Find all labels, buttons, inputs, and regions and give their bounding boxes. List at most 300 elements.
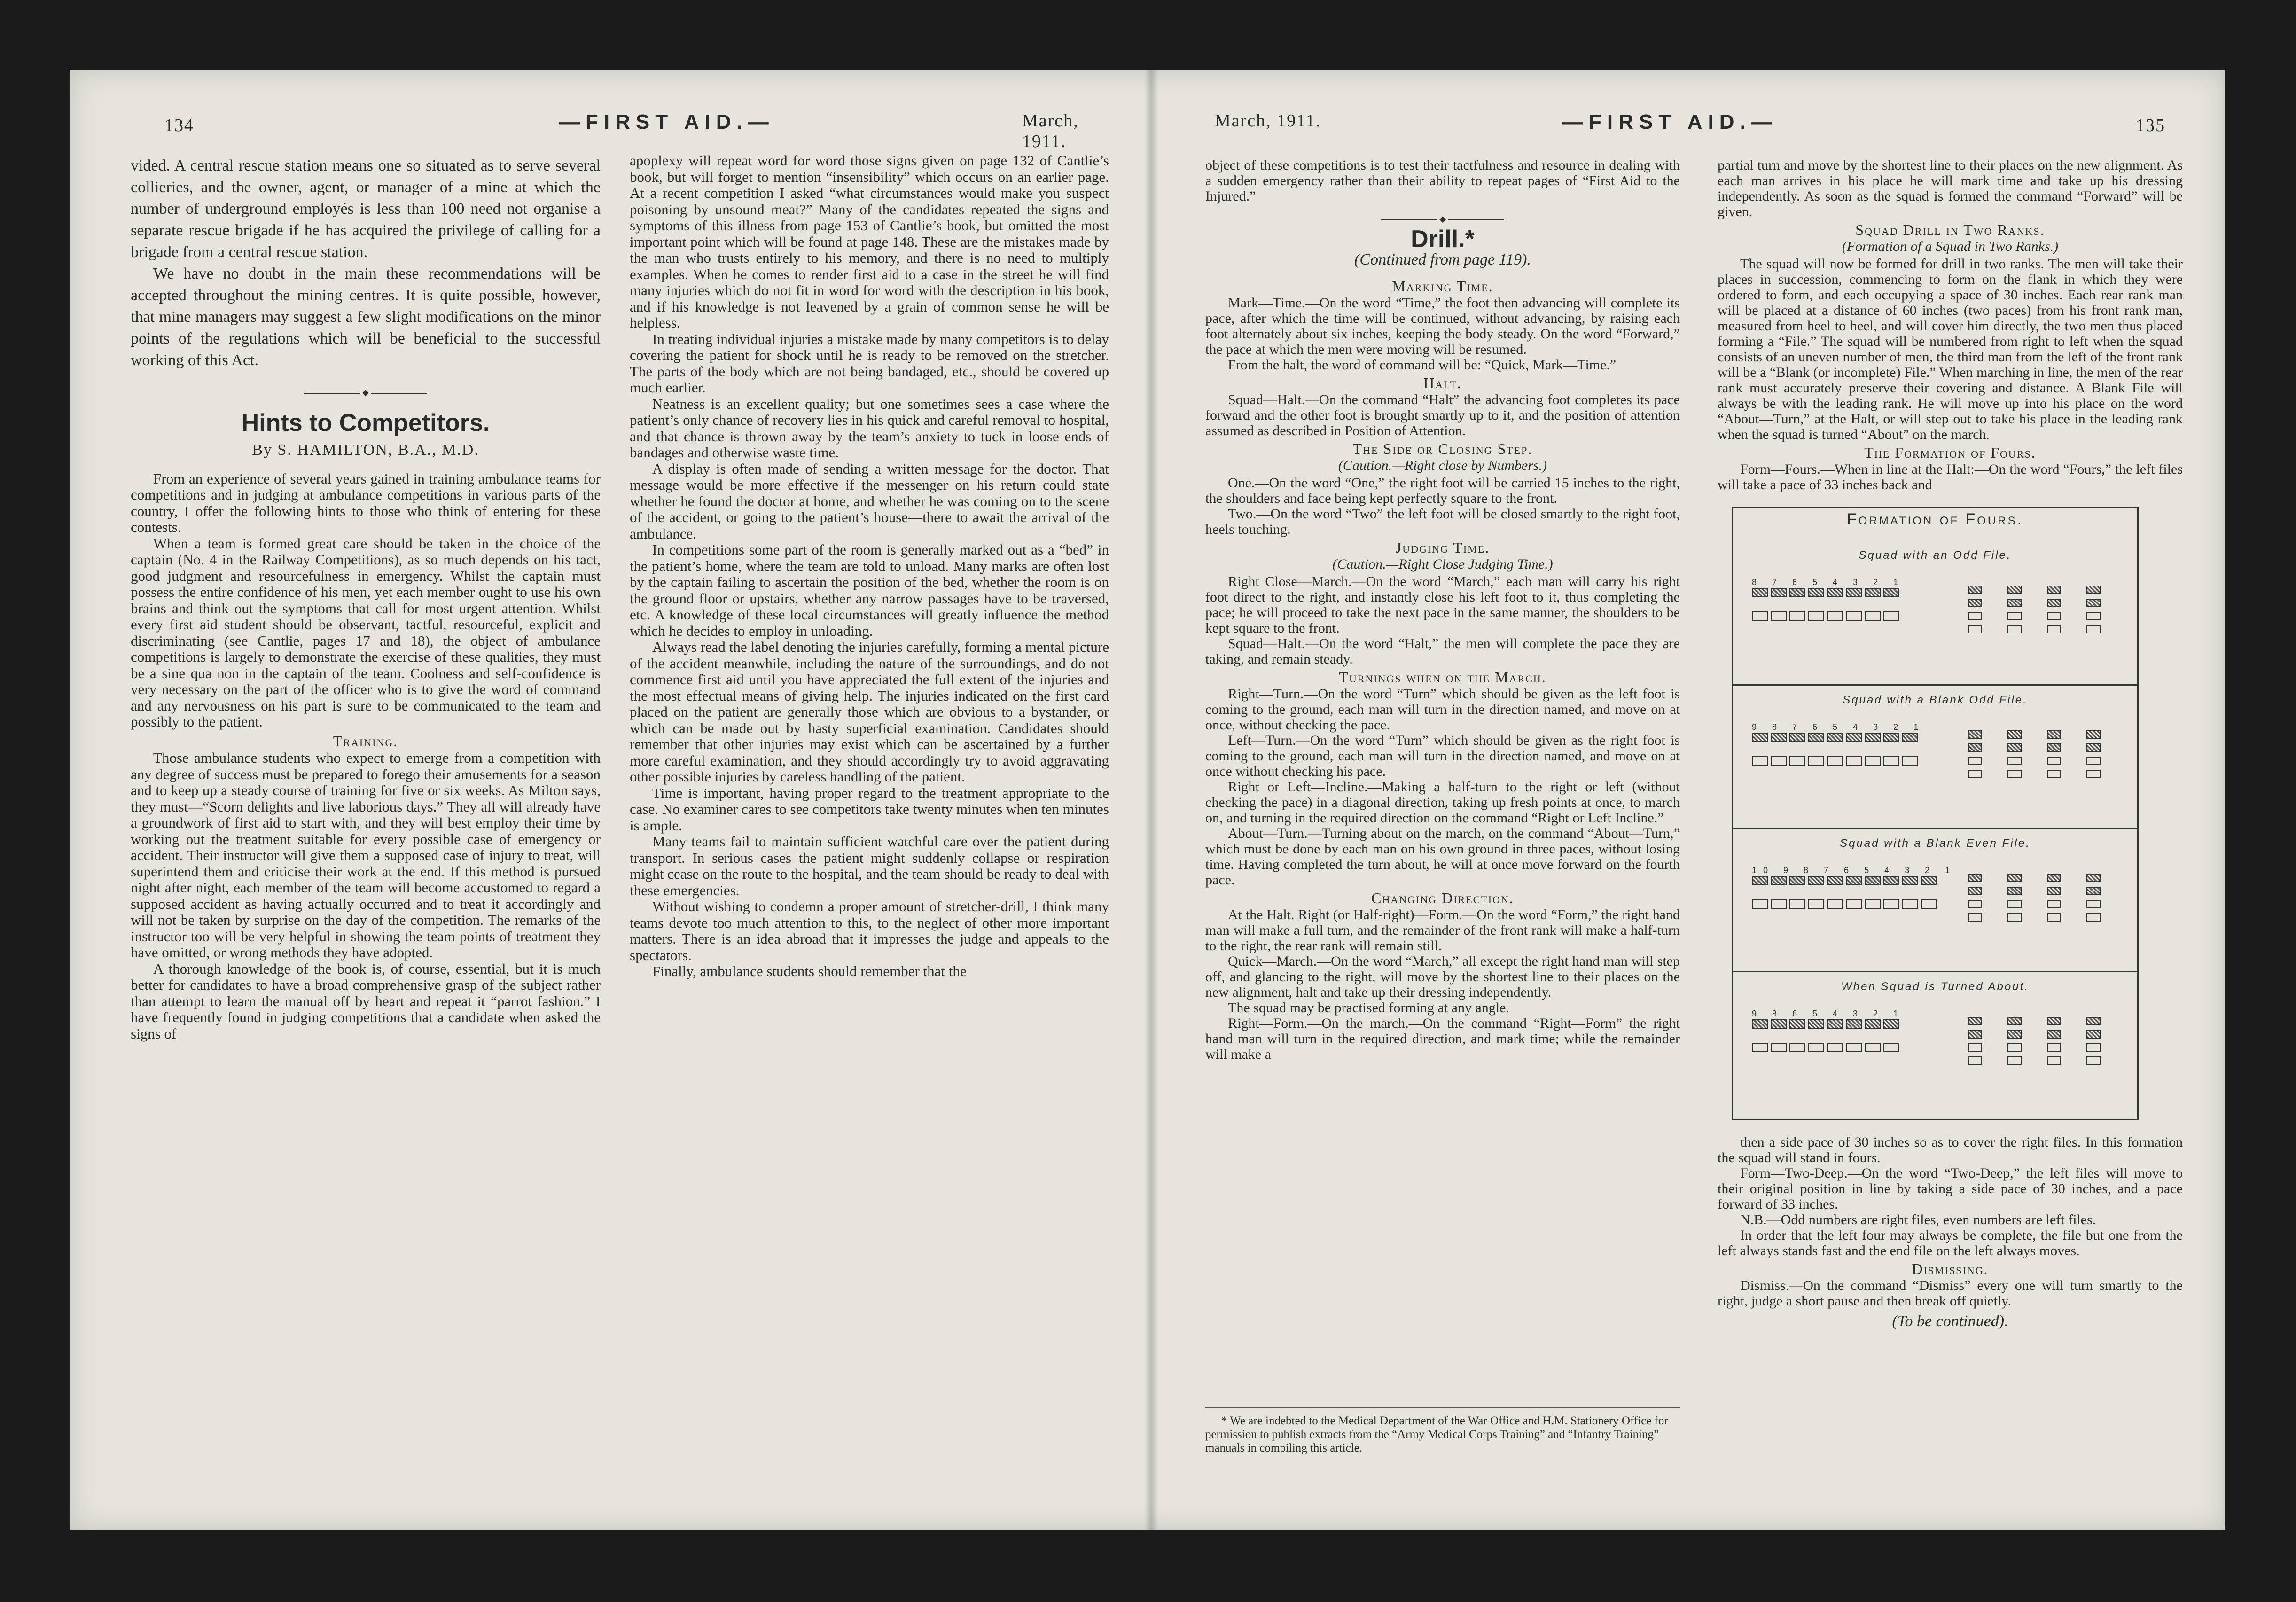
soldier-mark: [1827, 1019, 1843, 1029]
soldier-mark: [1968, 586, 1982, 594]
soldier-mark: [2086, 1017, 2101, 1025]
paragraph: Neatness is an excellent quality; but one sometimes sees a case where the patient’s only chance of recovery lies in his quick and careful removal to hospital, and that chance is thrown away by the team’s anxiety to tuck in loose ends of bandages and otherwise waste time.: [630, 395, 1109, 461]
paragraph: apoplexy will repeat word for word those signs given on page 132 of Cantlie’s book, but will forget to mention “insensibility” which occurs on an earlier page. At a recent competition I asked “what circumstances would make you suspect poisoning by unsound meat?” Many of the candidates repeated the signs and symptoms of this illness from page 153 of Cantlie’s book, but omitted the most important point which will be found at page 148. These are the mistakes made by the man who trusts entirely to his memory, and there is no need to multiply examples. When he comes to render first aid to a case in the street he will find many injuries which do not fit in word for word with the description in his book, and if his knowledge is not leavened by a grain of common sense he will be helpless.: [630, 152, 1109, 331]
fours-cell: [2086, 586, 2119, 594]
fours-cell: [2047, 1030, 2080, 1039]
soldier-mark: [1752, 611, 1768, 621]
paragraph: then a side pace of 30 inches so as to cover the right files. In this formation the squad will stand in fours.: [1718, 1134, 2183, 1165]
soldier-mark: [1865, 588, 1881, 597]
paragraph: Right—Turn.—On the word “Turn” which should be given as the left foot is coming to the ground, each man will turn in the direction named, and move on at once, without checking the pace.: [1205, 686, 1680, 733]
paragraph: Two.—On the word “Two” the left foot will be closed smartly to the right foot, heels touching.: [1205, 506, 1680, 537]
panel-caption: When Squad is Turned About.: [1841, 980, 2029, 993]
soldier-mark: [1883, 588, 1899, 597]
soldier-mark: [1789, 899, 1805, 909]
paragraph: A thorough knowledge of the book is, of course, essential, but it is much better for candidates to have a broad comprehensive grasp of the subject rather than attempt to learn the manual off by heart and repeat it “parrot fashion.” I have frequently found in judging competitions that a candidate when asked the signs of: [131, 960, 601, 1042]
soldier-mark: [2007, 730, 2022, 739]
soldier-mark: [2086, 887, 2101, 895]
paragraph: From the halt, the word of command will be: “Quick, Mark—Time.”: [1228, 357, 1617, 373]
soldier-mark: [2086, 1030, 2101, 1039]
fours-cell: [2086, 1043, 2119, 1052]
front-rank: [1752, 876, 1937, 885]
soldier-mark: [1789, 1019, 1805, 1029]
fours-cell: [2086, 1030, 2119, 1039]
fours-cell: [2047, 1017, 2080, 1025]
soldier-mark: [2047, 612, 2061, 620]
soldier-mark: [1883, 756, 1899, 766]
soldier-mark: [1827, 756, 1843, 766]
fours-cell: [1968, 887, 2001, 895]
paragraph: Time is important, having proper regard to the treatment appropriate to the case. No examiner cares to see competitors take twenty minutes when ten minutes is ample.: [630, 784, 1109, 834]
section-heading: The Formation of Fours.: [1864, 444, 2036, 461]
soldier-mark: [1902, 756, 1918, 766]
fours-formation: [1968, 586, 2119, 633]
soldier-mark: [1921, 899, 1937, 909]
paragraph: object of these competitions is to test their tactfulness and resource in dealing with a sudden emergency rather than their ability to repeat pages of “First Aid to the Injured.”: [1205, 157, 1680, 204]
soldier-mark: [2047, 1017, 2061, 1025]
paragraph: Mark—Time.—On the word “Time,” the foot then advancing will complete its pace, after which the time will be continued, without advancing, by raising each foot alternately about six inches, keeping the body steady. On the word “Forward,” the pace at which the men were moving will be resumed.: [1205, 295, 1680, 357]
soldier-mark: [1921, 876, 1937, 885]
paragraph: Form—Two-Deep.—On the word “Two-Deep,” the left files will move to their original position in line by taking a side pace of 30 inches, and a pace forward of 33 inches.: [1718, 1165, 2183, 1212]
soldier-mark: [1789, 611, 1805, 621]
figure-title: Formation of Fours.: [1846, 510, 2024, 528]
fours-cell: [2047, 730, 2080, 739]
soldier-mark: [1752, 1019, 1768, 1029]
soldier-mark: [1883, 876, 1899, 885]
soldier-mark: [1752, 756, 1768, 766]
soldier-mark: [1968, 874, 1982, 882]
soldier-mark: [1968, 913, 1982, 922]
fours-cell: [2047, 887, 2080, 895]
soldier-mark: [2007, 887, 2022, 895]
continued-note: (Continued from page 119).: [1354, 251, 1531, 268]
soldier-mark: [1968, 1017, 1982, 1025]
soldier-mark: [2047, 757, 2061, 765]
fours-cell: [2007, 730, 2040, 739]
soldier-mark: [2007, 874, 2022, 882]
formation-of-fours-figure: [1732, 507, 2139, 1120]
paragraph: Those ambulance students who expect to emerge from a competition with any degree of success must be prepared to forego their amusements for a season and to keep up a steady course of training for five or six weeks. As Milton says, they must—“Scorn delights and live laborious days.” They all will already have a groundwork of first aid to start with, and they will best employ their time by working out the treatment suitable for every possible case of emergency or accident. Their instructor will give them a supposed case of injury to treat, will superintend them and criticise their work at the end. If this method is pursued night after night, each member of the team will become accustomed to regard a supposed accident as having actually occurred and to treat it accordingly and will not be taken by surprise on the day of the competition. The remarks of the instructor too will be very helpful in showing the team points of treatment they have omitted, or wrong methods they have adopted.: [131, 750, 601, 961]
right-page: [1158, 70, 2225, 1530]
fours-cell: [2007, 1017, 2040, 1025]
soldier-mark: [1865, 899, 1881, 909]
file-numbers: 9 8 7 6 5 4 3 2 1: [1752, 722, 1925, 732]
fours-cell: [2047, 770, 2080, 778]
paragraph: At the Halt. Right (or Half-right)—Form.—On the word “Form,” the right hand man will make a full turn, and the remainder of the front rank will make a half-turn to the right, the rear rank will remain still.: [1205, 907, 1680, 953]
fours-cell: [1968, 874, 2001, 882]
soldier-mark: [1865, 756, 1881, 766]
soldier-mark: [1771, 876, 1787, 885]
soldier-mark: [1968, 1030, 1982, 1039]
soldier-mark: [1968, 1056, 1982, 1065]
figure-panel: [1733, 684, 2137, 829]
soldier-mark: [1808, 756, 1824, 766]
soldier-mark: [1883, 733, 1899, 742]
soldier-mark: [1968, 887, 1982, 895]
soldier-mark: [1883, 899, 1899, 909]
soldier-mark: [2007, 913, 2022, 922]
fours-cell: [2086, 770, 2119, 778]
fours-formation: [1968, 730, 2119, 778]
rear-rank: [1752, 756, 1918, 766]
figure-panel: [1733, 541, 2137, 684]
fours-cell: [2086, 757, 2119, 765]
paragraph: partial turn and move by the shortest line to their places on the new alignment. As each man arrives in his place he will mark time and take up his dressing independently. As soon as the squad is formed the command “Forward” will be given.: [1718, 157, 2183, 219]
soldier-mark: [1808, 876, 1824, 885]
soldier-mark: [1752, 899, 1768, 909]
soldier-mark: [2047, 625, 2061, 633]
paragraph: In competitions some part of the room is generally marked out as a “bed” in the patient’s home, where the team are told to unload. Many marks are often lost by the captain failing to ascertain the position of the bed, whether the room is on the ground floor or upstairs, whether any narrow passages have to be traversed, etc. A knowledge of these local circumstances will greatly influence the method which he decides to employ in unloading.: [630, 541, 1109, 639]
fours-cell: [1968, 612, 2001, 620]
fours-cell: [2007, 612, 2040, 620]
soldier-mark: [1789, 733, 1805, 742]
soldier-mark: [1827, 899, 1843, 909]
section-heading: Judging Time.: [1395, 539, 1490, 556]
drill-sections: [1205, 279, 1680, 1062]
soldier-mark: [2007, 757, 2022, 765]
soldier-mark: [1771, 1043, 1787, 1052]
fours-cell: [1968, 586, 2001, 594]
soldier-mark: [2047, 770, 2061, 778]
section-subheading: (Caution.—Right Close Judging Time.): [1332, 556, 1553, 572]
fours-cell: [2007, 770, 2040, 778]
fours-cell: [2086, 900, 2119, 908]
file-numbers: 10 9 8 7 6 5 4 3 2 1: [1752, 866, 1957, 875]
soldier-mark: [1771, 611, 1787, 621]
fours-formation: [1968, 1017, 2119, 1065]
left-header: [164, 110, 1104, 151]
section-subheading: (Formation of a Squad in Two Ranks.): [1842, 239, 2059, 254]
paragraph: A display is often made of sending a written message for the doctor. That message would be more effective if the messenger on his return could state whether he found the doctor at home, and whether he was coming on to the scene of the accident, or going to the patient’s house—there to await the arrival of the ambulance.: [630, 460, 1109, 542]
paragraph: Always read the label denoting the injuries carefully, forming a mental picture of the accident meanwhile, including the nature of the surroundings, and do not commence first aid until you have appreciated the full extent of the injuries and the most effectual means of giving help. The injuries indicated on the first card placed on the patient are generally those which are obvious to a bystander, or which can be made out by hasty superficial examination. Candidates should remember that other injuries may exist which can be ascertained by a further more careful examination, and they should accordingly try to avoid aggravating other possible injuries by careless handling of the patient.: [630, 639, 1109, 785]
soldier-mark: [1808, 1043, 1824, 1052]
soldier-mark: [1789, 756, 1805, 766]
fours-cell: [2086, 743, 2119, 752]
fours-cell: [2047, 900, 2080, 908]
soldier-mark: [2086, 612, 2101, 620]
fours-cell: [2007, 1043, 2040, 1052]
section-subheading: (Caution.—Right close by Numbers.): [1338, 458, 1547, 473]
soldier-mark: [1846, 899, 1862, 909]
to-be-continued: (To be continued).: [1892, 1313, 2008, 1330]
paragraph: Right Close—March.—On the word “March,” each man will carry his right foot direct to the right, and instantly close his left foot to it, thus completing the pace; he will proceed to take the next pace in the same manner, the shoulders to be kept square to the front.: [1205, 574, 1680, 636]
paragraph: About—Turn.—Turning about on the march, on the command “About—Turn,” which must be done by each man on his own ground in three paces, without losing time. Having completed the turn about, he will at once move forward on the fourth pace.: [1205, 826, 1680, 888]
paragraph: The squad may be practised forming at any angle.: [1228, 1000, 1509, 1016]
fours-cell: [2047, 586, 2080, 594]
fours-cell: [1968, 770, 2001, 778]
soldier-mark: [1968, 757, 1982, 765]
soldier-mark: [2007, 1017, 2022, 1025]
soldier-mark: [1752, 1043, 1768, 1052]
fours-cell: [2086, 887, 2119, 895]
soldier-mark: [2086, 730, 2101, 739]
footnote-text: * We are indebted to the Medical Department of the War Office and H.M. Stationery Office for permission to publish extracts from the “Army Medical Corps Training” and “Infantry Training” manuals in compiling this article.: [1205, 1414, 1668, 1454]
soldier-mark: [1846, 756, 1862, 766]
paragraph: N.B.—Odd numbers are right files, even numbers are left files.: [1740, 1212, 2096, 1227]
paragraph: When a team is formed great care should be taken in the choice of the captain (No. 4 in the Railway Competitions), as so much depends on his tact, good judgment and resourcefulness in emergency. Whilst the captain must possess the entire confidence of his men, yet each member ought to use his own brains and think out the symptoms that call for most urgent attention. Whilst every first aid student should be observant, tactful, resourceful, explicit and discriminating (see Cantlie, pages 17 and 18), the object of ambulance competitions is largely to demonstrate the exercise of these qualities, they must be a sine qua non in the captain of the team. Coolness and self-confidence is very necessary on the part of the officer who is to give the word of command and any nervousness on his part is sure to be communicated to the team and possibly to the patient.: [131, 535, 601, 730]
left-column-2: [630, 153, 1109, 980]
soldier-mark: [2047, 730, 2061, 739]
soldier-mark: [2086, 770, 2101, 778]
paragraph: Left—Turn.—On the word “Turn” which should be given as the right foot is coming to the ground, each man will turn in the direction named, and move on at once without checking his pace.: [1205, 733, 1680, 779]
soldier-mark: [1883, 1019, 1899, 1029]
footnote: [1205, 1407, 1680, 1455]
paragraph: Quick—March.—On the word “March,” all except the right hand man will step off, and glancing to the right, will move by the shortest line to their places on the new alignment, halt and take up their dressing independently.: [1205, 953, 1680, 1000]
soldier-mark: [2007, 586, 2022, 594]
soldier-mark: [2086, 900, 2101, 908]
paragraph: Dismiss.—On the command “Dismiss” every one will turn smartly to the right, judge a short pause and then break off quietly.: [1718, 1278, 2183, 1309]
soldier-mark: [1846, 1019, 1862, 1029]
divider: ◆: [131, 384, 601, 401]
fours-cell: [1968, 900, 2001, 908]
soldier-mark: [1808, 588, 1824, 597]
soldier-mark: [1902, 876, 1918, 885]
soldier-mark: [1808, 733, 1824, 742]
soldier-mark: [2047, 743, 2061, 752]
gutter: [1144, 70, 1158, 1530]
fours-cell: [2047, 913, 2080, 922]
fours-cell: [2007, 887, 2040, 895]
soldier-mark: [2047, 900, 2061, 908]
fours-cell: [1968, 757, 2001, 765]
fours-cell: [2086, 599, 2119, 607]
soldier-mark: [2047, 913, 2061, 922]
soldier-mark: [2007, 900, 2022, 908]
left-page: [70, 70, 1144, 1530]
section-heading: Changing Direction.: [1371, 890, 1514, 906]
soldier-mark: [1789, 876, 1805, 885]
soldier-mark: [2086, 599, 2101, 607]
paragraph: In order that the left four may always be complete, the file but one from the left always stands fast and the end file on the left always moves.: [1718, 1227, 2183, 1258]
soldier-mark: [1808, 899, 1824, 909]
soldier-mark: [2007, 743, 2022, 752]
fours-cell: [2047, 743, 2080, 752]
soldier-mark: [1827, 1043, 1843, 1052]
soldier-mark: [1902, 733, 1918, 742]
soldier-mark: [1883, 611, 1899, 621]
soldier-mark: [2007, 625, 2022, 633]
soldier-mark: [1808, 611, 1824, 621]
fours-cell: [1968, 1043, 2001, 1052]
section-heading: Marking Time.: [1392, 278, 1493, 295]
left-header-title: —FIRST AID.—: [559, 110, 774, 133]
soldier-mark: [2086, 874, 2101, 882]
paragraph: vided. A central rescue station means one so situated as to serve several collieries, and the owner, agent, or manager of a mine at which the number of underground employés is less than 100 need not organise a separate rescue brigade if he has acquired the privilege of calling for a brigade from a central rescue station.: [131, 157, 601, 261]
paragraph: Right—Form.—On the march.—On the command “Right—Form” the right hand man will turn in the required direction, and mark time; while the remainder will make a: [1205, 1016, 1680, 1062]
soldier-mark: [1846, 1043, 1862, 1052]
soldier-mark: [1789, 588, 1805, 597]
soldier-mark: [2086, 743, 2101, 752]
right-header-date: March, 1911.: [1215, 111, 1321, 131]
soldier-mark: [1789, 1043, 1805, 1052]
front-rank: [1752, 588, 1899, 597]
soldier-mark: [2047, 874, 2061, 882]
soldier-mark: [1752, 588, 1768, 597]
fours-cell: [1968, 743, 2001, 752]
paragraph: In treating individual injuries a mistake made by many competitors is to delay covering the patient for shock until he is ready to be removed on the stretcher. The parts of the body which are not being bandaged, etc., should be covered up much earlier.: [630, 330, 1109, 396]
fours-cell: [2086, 1056, 2119, 1065]
left-header-date: March, 1911.: [1022, 111, 1079, 151]
rear-rank: [1752, 1043, 1899, 1052]
soldier-mark: [2007, 599, 2022, 607]
soldier-mark: [1902, 899, 1918, 909]
fours-cell: [2007, 874, 2040, 882]
fours-cell: [1968, 599, 2001, 607]
fours-cell: [2007, 1056, 2040, 1065]
fours-cell: [1968, 1030, 2001, 1039]
soldier-mark: [2007, 1056, 2022, 1065]
fours-cell: [2086, 913, 2119, 922]
fours-cell: [1968, 730, 2001, 739]
section-heading: Dismissing.: [1912, 1260, 1989, 1277]
section-heading: Turnings when on the March.: [1339, 669, 1546, 686]
file-numbers: 8 7 6 5 4 3 2 1: [1752, 578, 1905, 587]
fours-cell: [2047, 1056, 2080, 1065]
soldier-mark: [1771, 588, 1787, 597]
paragraph: From an experience of several years gained in training ambulance teams for competitions and in judging at ambulance competitions in various parts of the country, I offer the following hints to those who think of entering for these contests.: [131, 470, 601, 535]
fours-cell: [1968, 1017, 2001, 1025]
byline: By S. HAMILTON, B.A., M.D.: [252, 441, 479, 459]
fours-cell: [2047, 1043, 2080, 1052]
soldier-mark: [1968, 625, 1982, 633]
left-page-number: 134: [164, 116, 194, 135]
section-heading: Halt.: [1423, 375, 1462, 391]
soldier-mark: [2007, 770, 2022, 778]
article-title: Hints to Competitors.: [241, 409, 490, 437]
soldier-mark: [2047, 586, 2061, 594]
figure-panel: [1733, 828, 2137, 972]
soldier-mark: [1968, 612, 1982, 620]
right-column-1: [1205, 157, 1680, 1062]
soldier-mark: [1865, 876, 1881, 885]
paragraph: Squad—Halt.—On the word “Halt,” the men will complete the pace they are taking, and remain steady.: [1205, 636, 1680, 667]
left-column-1: [131, 155, 601, 1042]
rear-rank: [1752, 611, 1899, 621]
right-page-number: 135: [2136, 116, 2165, 135]
subheading-training: Training.: [333, 732, 398, 750]
paragraph: Finally, ambulance students should remember that the: [652, 963, 967, 979]
soldier-mark: [2086, 1056, 2101, 1065]
soldier-mark: [2007, 1043, 2022, 1052]
paragraph: The squad will now be formed for drill in two ranks. The men will take their places in succession, commencing to form on the flank in which they were ordered to form, and each occupying a space of 30 inches. Each rear rank man will be placed at a distance of 60 inches (two paces) from his front rank man, measured from heel to heel, and will cover him directly, the two men thus placed forming a “File.” The squad will be numbered from right to left when the squad consists of an uneven number of men, the third man from the left of the front rank will be a “Blank (or incomplete) File.” When marching in line, the men of the rear rank must accurately preserve their covering and distance. A Blank File will always be with the leading rank. He will move up into his place on the word “About—Turn,” at the Halt, or will step out to take his place in the leading rank when the squad is turned “About” on the march.: [1718, 256, 2183, 442]
soldier-mark: [1771, 1019, 1787, 1029]
fours-cell: [2007, 586, 2040, 594]
soldier-mark: [1968, 770, 1982, 778]
fours-cell: [2007, 757, 2040, 765]
fours-cell: [2047, 757, 2080, 765]
section-heading: Squad Drill in Two Ranks.: [1855, 221, 2045, 238]
paragraph: One.—On the word “One,” the right foot will be carried 15 inches to the right, the shoulders and face being kept perfectly square to the front.: [1205, 475, 1680, 506]
fours-cell: [1968, 913, 2001, 922]
soldier-mark: [1752, 733, 1768, 742]
soldier-mark: [2007, 1030, 2022, 1039]
fours-cell: [2047, 599, 2080, 607]
soldier-mark: [1883, 1043, 1899, 1052]
fours-cell: [1968, 1056, 2001, 1065]
soldier-mark: [1771, 899, 1787, 909]
soldier-mark: [1846, 588, 1862, 597]
fours-cell: [2086, 612, 2119, 620]
fours-cell: [2086, 874, 2119, 882]
paragraph: Form—Fours.—When in line at the Halt:—On the word “Fours,” the left files will take a pace of 33 inches back and: [1718, 461, 2183, 492]
soldier-mark: [1865, 1043, 1881, 1052]
soldier-mark: [1968, 599, 1982, 607]
panel-caption: Squad with an Odd File.: [1859, 549, 2012, 562]
soldier-mark: [1846, 733, 1862, 742]
fours-formation: [1968, 874, 2119, 922]
paragraph: Squad—Halt.—On the command “Halt” the advancing foot completes its pace forward and the other foot is brought smartly up to it, and the position of attention assumed as described in Position of Attention.: [1205, 392, 1680, 438]
soldier-mark: [2047, 1056, 2061, 1065]
paragraph: Many teams fail to maintain sufficient watchful care over the patient during transport. In serious cases the patient might suddenly collapse or respiration might cease on the route to the hospital, and the team should be ready to deal with these emergencies.: [630, 833, 1109, 899]
soldier-mark: [1771, 756, 1787, 766]
soldier-mark: [1808, 1019, 1824, 1029]
fours-cell: [2007, 599, 2040, 607]
soldier-mark: [2047, 887, 2061, 895]
fours-cell: [2007, 743, 2040, 752]
fours-cell: [2007, 900, 2040, 908]
soldier-mark: [2047, 1043, 2061, 1052]
panel-caption: Squad with a Blank Odd File.: [1843, 694, 2028, 706]
soldier-mark: [1968, 1043, 1982, 1052]
article-title-drill: Drill.*: [1411, 226, 1475, 253]
rear-rank: [1752, 899, 1937, 909]
soldier-mark: [2086, 586, 2101, 594]
fours-cell: [2086, 1017, 2119, 1025]
right-column-2: [1718, 157, 2183, 1340]
soldier-mark: [1865, 1019, 1881, 1029]
fours-cell: [2047, 625, 2080, 633]
fours-cell: [2086, 625, 2119, 633]
soldier-mark: [1968, 743, 1982, 752]
right-header-title: —FIRST AID.—: [1562, 110, 1778, 133]
panel-caption: Squad with a Blank Even File.: [1840, 837, 2030, 850]
magazine-spread: [70, 70, 2225, 1530]
right-header: [1215, 110, 2165, 139]
lead-text: [131, 155, 601, 371]
soldier-mark: [2047, 1030, 2061, 1039]
soldier-mark: [1865, 611, 1881, 621]
soldier-mark: [1827, 876, 1843, 885]
fours-cell: [2007, 913, 2040, 922]
soldier-mark: [1865, 733, 1881, 742]
soldier-mark: [2086, 757, 2101, 765]
soldier-mark: [2086, 913, 2101, 922]
paragraph: Without wishing to condemn a proper amount of stretcher-drill, I think many teams devote too much attention to this, to the neglect of other more important matters. There is an idea abroad that it impresses the judge and appeals to the spectators.: [630, 898, 1109, 963]
paragraph: We have no doubt in the main these recommendations will be accepted throughout the mining centres. It is quite possible, however, that mine managers may suggest a few slight modifications on the minor points of the regulations which will be beneficial to the successful working of this Act.: [131, 265, 601, 369]
soldier-mark: [1846, 876, 1862, 885]
fours-cell: [2047, 612, 2080, 620]
divider: ◆: [1205, 211, 1680, 227]
file-numbers: 9 8 6 5 4 3 2 1: [1752, 1009, 1905, 1018]
fours-cell: [2007, 625, 2040, 633]
fours-cell: [1968, 625, 2001, 633]
soldier-mark: [2047, 599, 2061, 607]
paragraph: Right or Left—Incline.—Making a half-turn to the right or left (without checking the pace) in a diagonal direction, taking up fresh points at once, to march on, and turning in the required direction on the command “Right or Left Incline.”: [1205, 779, 1680, 826]
soldier-mark: [2086, 625, 2101, 633]
soldier-mark: [1771, 733, 1787, 742]
front-rank: [1752, 733, 1918, 742]
fours-cell: [2007, 1030, 2040, 1039]
fours-cell: [2047, 874, 2080, 882]
figure-panel: [1733, 971, 2137, 1116]
soldier-mark: [1846, 611, 1862, 621]
section-heading: The Side or Closing Step.: [1352, 440, 1533, 457]
soldier-mark: [2086, 1043, 2101, 1052]
soldier-mark: [1752, 876, 1768, 885]
soldier-mark: [1827, 733, 1843, 742]
fours-cell: [2086, 730, 2119, 739]
soldier-mark: [1827, 588, 1843, 597]
soldier-mark: [1968, 730, 1982, 739]
